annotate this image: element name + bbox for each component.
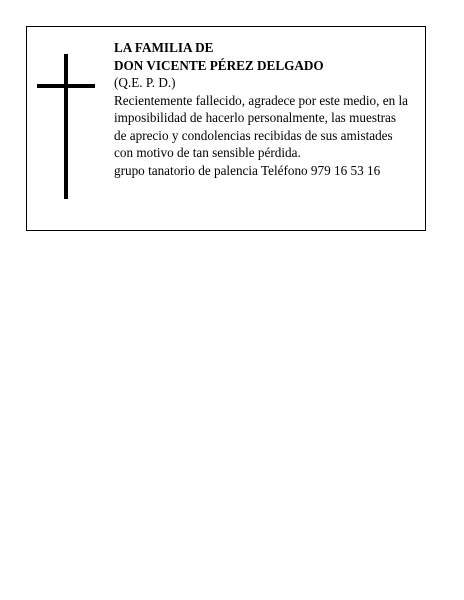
body-line-2: imposibilidad de hacerlo personalmente, las muestras	[114, 110, 396, 125]
rip-abbreviation: (Q.E. P. D.)	[114, 75, 176, 90]
funeral-home-contact: grupo tanatorio de palencia Teléfono 979 16 53 16	[114, 162, 381, 178]
body-line-1: Recientemente fallecido, agradece por este medio, en la	[114, 92, 409, 108]
obituary-notice	[26, 26, 426, 231]
body-line-3: de aprecio y condolencias recibidas de sus amistades	[114, 127, 393, 143]
notice-text	[114, 39, 424, 179]
heading-deceased-name: DON VICENTE PÉREZ DELGADO	[114, 57, 324, 73]
cross-vertical-bar	[64, 54, 68, 199]
heading-family: LA FAMILIA DE	[114, 40, 214, 55]
cross-horizontal-bar	[37, 84, 95, 88]
body-line-4: con motivo de tan sensible pérdida.	[114, 145, 301, 160]
cross-icon	[37, 54, 97, 199]
